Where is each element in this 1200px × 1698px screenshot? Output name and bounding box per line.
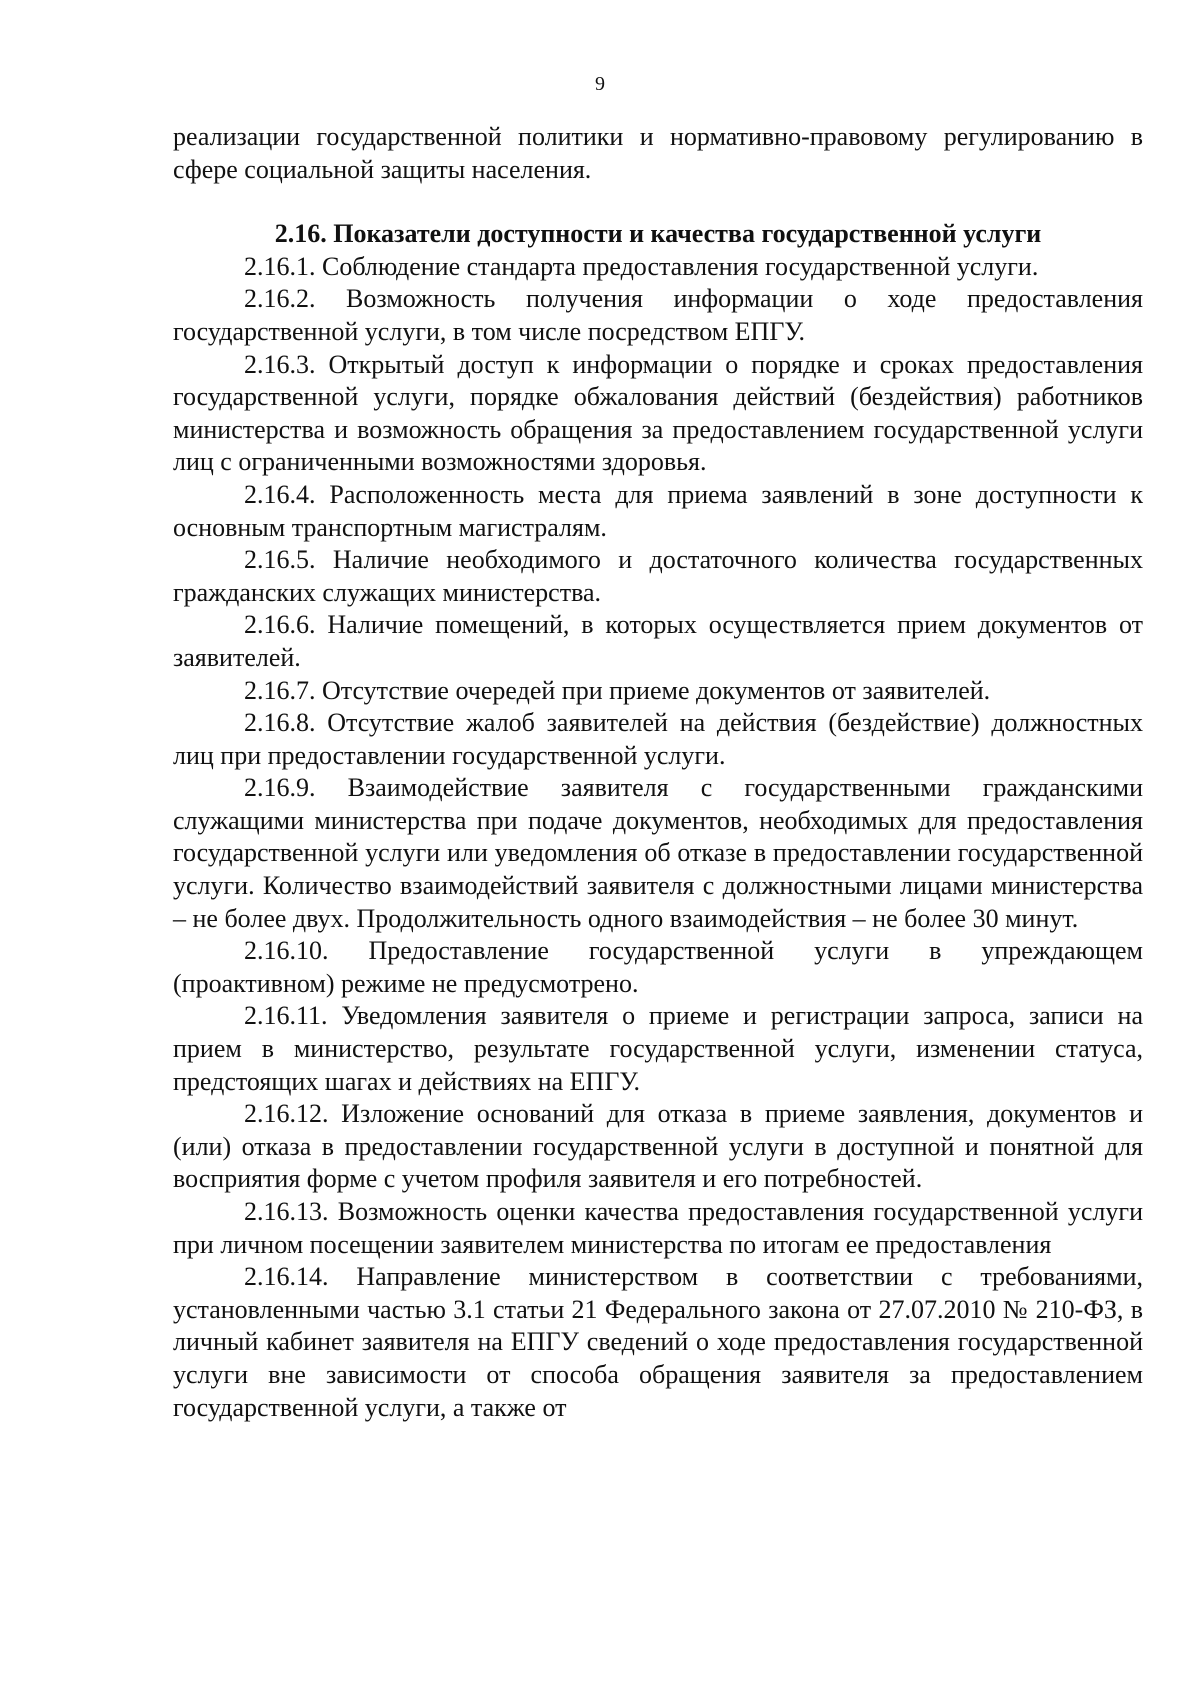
paragraph-2-16-11: 2.16.11. Уведомления заявителя о приеме и регистрации запроса, записи на прием в министерство, результате государственной услуги, изменении статуса, предстоящих шагах и действиях на ЕПГУ. xyxy=(173,1001,1143,1096)
page-content xyxy=(173,121,1143,1424)
paragraph-2-16-4: 2.16.4. Расположенность места для приема заявлений в зоне доступности к основным транспортным магистралям. xyxy=(173,479,1143,542)
section-heading: 2.16. Показатели доступности и качества государственной услуги xyxy=(274,219,1042,249)
paragraph-2-16-6: 2.16.6. Наличие помещений, в которых осуществляется прием документов от заявителей. xyxy=(173,610,1143,672)
paragraph-2-16-1: 2.16.1. Соблюдение стандарта предоставления государственной услуги. xyxy=(244,251,1039,281)
paragraph-2-16-12: 2.16.12. Изложение оснований для отказа в приеме заявления, документов и (или) отказа в предоставлении государственной услуги в доступной и понятной для восприятия форме с учетом профиля заявителя и его потребностей. xyxy=(173,1099,1143,1194)
paragraph-2-16-7: 2.16.7. Отсутствие очередей при приеме документов от заявителей. xyxy=(244,675,991,705)
paragraph-2-16-5: 2.16.5. Наличие необходимого и достаточного количества государственных гражданских служащих министерства. xyxy=(173,545,1143,607)
paragraph-2-16-13: 2.16.13. Возможность оценки качества предоставления государственной услуги при личном посещении заявителем министерства по итогам ее предоставления xyxy=(173,1197,1143,1259)
paragraph-2-16-14: 2.16.14. Направление министерством в соответствии с требованиями, установленными частью 3.1 статьи 21 Федерального закона от 27.07.2010 № 210-ФЗ, в личный кабинет заявителя на ЕПГУ сведений о ходе предоставления государственной услуги вне зависимости от способа обращения заявителя за предоставлением государственной услуги, а также от xyxy=(173,1262,1143,1422)
paragraph-2-16-8: 2.16.8. Отсутствие жалоб заявителей на действия (бездействие) должностных лиц при предоставлении государственной услуги. xyxy=(173,708,1143,770)
paragraph-2-16-9: 2.16.9. Взаимодействие заявителя с государственными гражданскими служащими министерства при подаче документов, необходимых для предоставления государственной услуги или уведомления об отказе в предоставлении государственной услуги. Количество взаимодействий заявителя с должностными лицами министерства – не более двух. Продолжительность одного взаимодействия – не более 30 минут. xyxy=(173,773,1143,933)
paragraph-2-16-2: 2.16.2. Возможность получения информации о ходе предоставления государственной услуги, в том числе посредством ЕПГУ. xyxy=(173,284,1143,346)
paragraph-2-16-3: 2.16.3. Открытый доступ к информации о порядке и сроках предоставления государственной услуги, порядке обжалования действий (бездействия) работников министерства и возможность обращения за предоставлением государственной услуги лиц с ограниченными возможностями здоровья. xyxy=(173,349,1143,477)
intro-paragraph: реализации государственной политики и нормативно-правовому регулированию в сфере социальной защиты населения. xyxy=(173,122,1143,184)
page-number: 9 xyxy=(595,73,605,95)
paragraph-2-16-10: 2.16.10. Предоставление государственной услуги в упреждающем (проактивном) режиме не предусмотрено. xyxy=(173,936,1143,998)
